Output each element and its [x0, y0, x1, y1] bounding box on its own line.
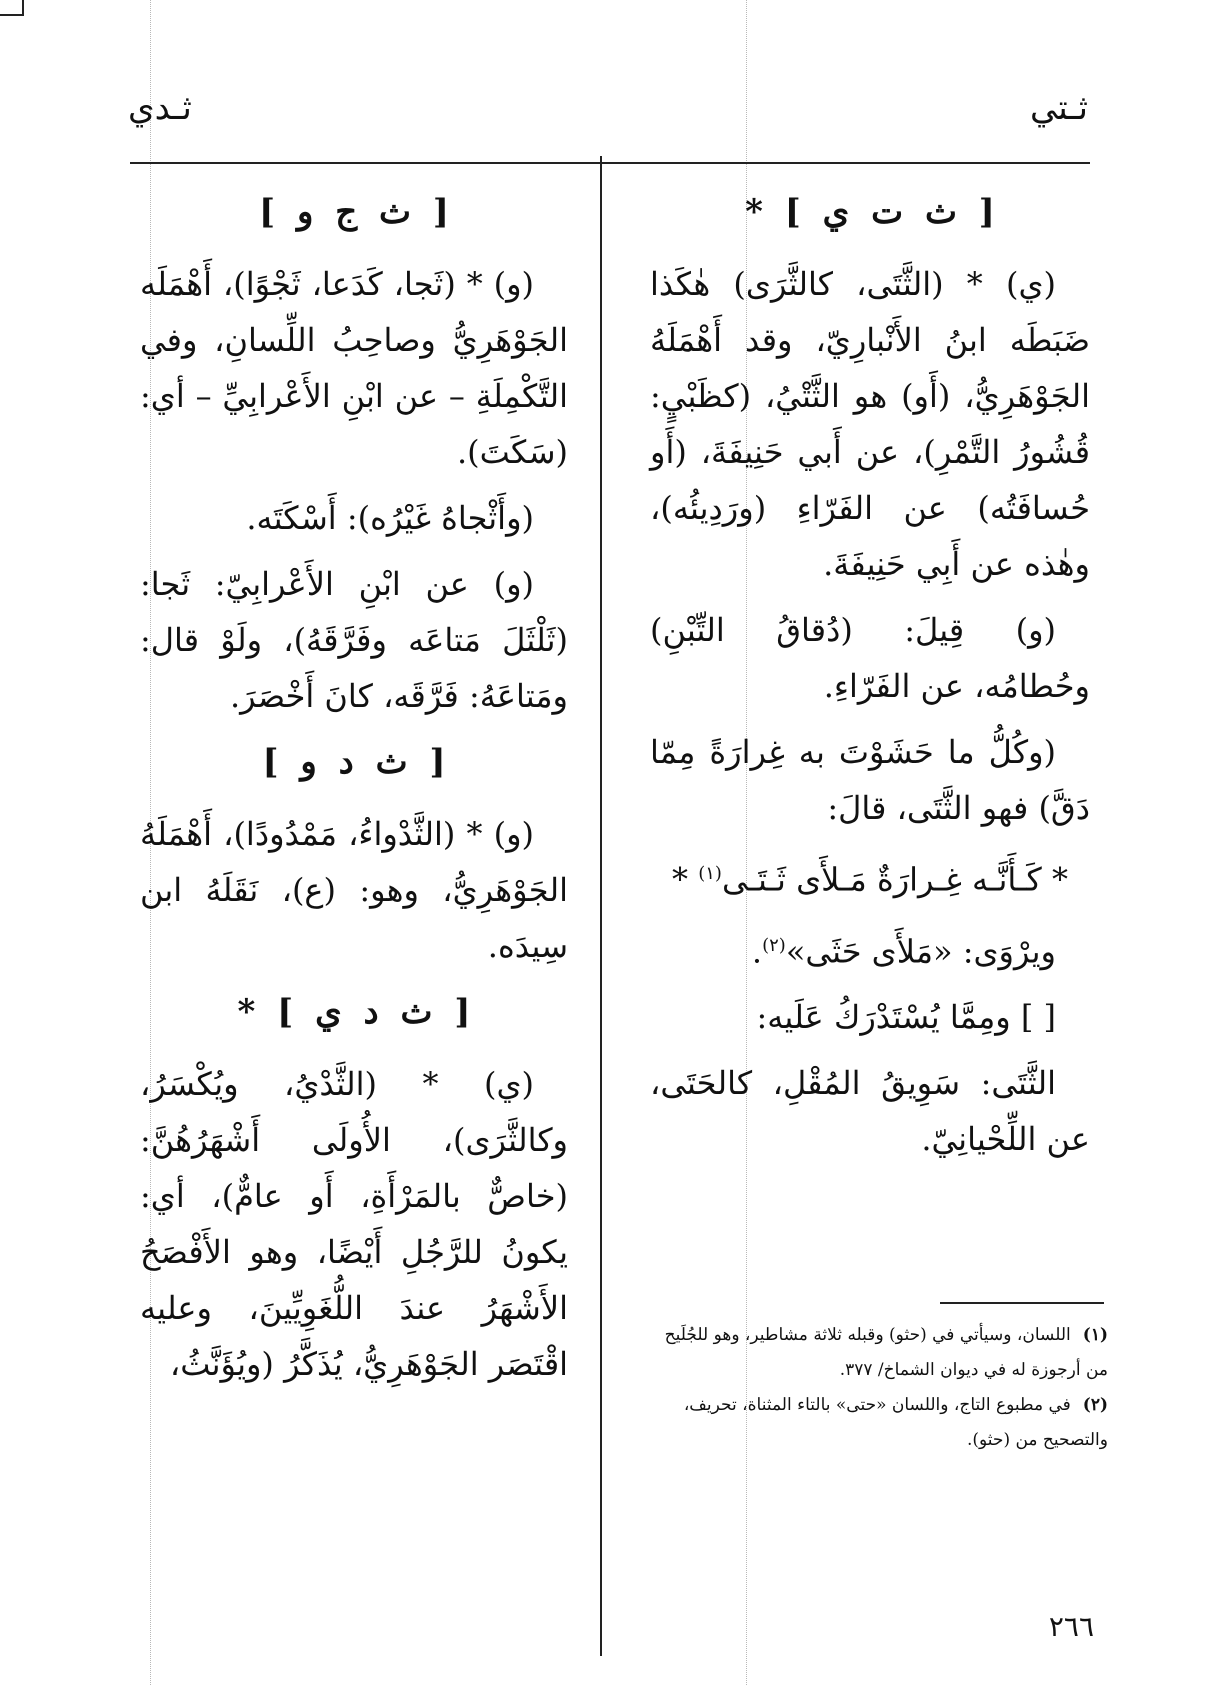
entry-paragraph: (وكُلُّ ما حَشَوْتَ به غِرارَةً مِمّا دَقَّ) فهو الثَّتَى، قالَ:	[650, 733, 1090, 827]
page-number: ٢٦٦	[1048, 1610, 1094, 1643]
verse-line	[650, 846, 1090, 908]
footnote-number: (١)	[1082, 1325, 1108, 1345]
entry-paragraph: (و) عن ابْنِ الأَعْرابِيّ: ثَجا: (ثَلْثَلَ مَتاعَه وفَرَّقَهُ)، ولَوْ قال: ومَتاعَهُ: فَرَّقَه، كانَ أَخْصَرَ.	[140, 565, 568, 715]
entry-paragraph: (و) * (ثَجا، كَدَعا، ثَجْوًا)، أَهْمَلَه الجَوْهَرِيُّ وصاحِبُ اللِّسانِ، وفي التَّكْمِلَةِ – عن ابْنِ الأَعْرابِيِّ – أي: (سَكَتَ).	[140, 265, 568, 471]
entry-paragraph: (وأَثْجاهُ غَيْرُه): أَسْكَتَه.	[246, 499, 534, 537]
header-rule	[130, 162, 1090, 164]
right-column	[650, 180, 1090, 1177]
footnote-marker: (١)	[698, 863, 722, 884]
entry-paragraph: (و) * (الثَّدْواءُ، مَمْدُودًا)، أَهْمَلَهُ الجَوْهَرِيُّ، وهو: (ع)، نَقَلَهُ ابن سِيدَه.	[140, 815, 568, 965]
footnote-rule	[940, 1302, 1104, 1304]
entry-paragraph: ويرْوَى: «مَلأَى حَثَى»$^{(٢)}$.	[751, 932, 1056, 971]
entry-heading: [ ث د و ]	[262, 742, 446, 782]
footnote-marker: (٢)	[762, 934, 786, 956]
entry-heading: [ ث د ي ] *	[237, 992, 471, 1032]
entry-paragraph: (و) قِيلَ: (دُقاقُ التِّبْنِ) وحُطامُه، عن الفَرّاءِ.	[650, 611, 1090, 705]
footnote-text: في مطبوع التاج، واللسان «حتى» بالتاء المثناة، تحريف، والتصحيح من (حثو).	[683, 1395, 1108, 1450]
footnotes	[650, 1318, 1108, 1458]
left-column	[140, 180, 568, 1402]
column-divider	[600, 156, 602, 1656]
footnote-text: اللسان، وسيأتي في (حثو) وقبله ثلاثة مشاطير، وهو للجُلَيح من أرجوزة له في ديوان الشماخ/ ٣٧٧.	[664, 1325, 1108, 1380]
footnote-item	[650, 1388, 1108, 1458]
supplement-heading: [ ] ومِمَّا يُسْتَدْرَكُ عَلَيه:	[756, 998, 1056, 1037]
entry-paragraph: الثَّتَى: سَوِيقُ المُقْلِ، كالحَتَى، عن اللِّحْيانِيّ.	[650, 1064, 1090, 1159]
verse-star: *	[672, 860, 689, 899]
running-head-right: ثـتي	[1029, 88, 1088, 128]
entry-paragraph: (ي) * (الثَّتَى، كالثَّرَى) هٰكَذا ضَبَطَه ابنُ الأَنْبارِيّ، وقد أَهْمَلَهُ الجَوْهَرِيُّ، (أَو) هو الثَّتْيُ، (كظَبْيٍ: قُشُورُ التَّمْرِ)، عن أَبي حَنِيفَةَ، (أَو حُسافَتُه) عن الفَرّاءِ (ورَدِيئُه)، وهٰذه عن أَبِي حَنِيفَةَ.	[650, 265, 1090, 583]
verse-text: * كَـأَنَّـه غِـرارَةٌ مَـلأَى ثَـتَـى	[721, 860, 1068, 899]
footnote-item	[650, 1318, 1108, 1388]
running-head-left: ثـدي	[128, 88, 192, 128]
variant-text: ويرْوَى: «مَلأَى حَثَى»	[785, 932, 1056, 971]
footnote-number: (٢)	[1082, 1395, 1108, 1415]
entry-heading: [ ث ت ي ] *	[745, 192, 995, 232]
page-corner-mark	[0, 0, 24, 16]
entry-heading: [ ث ج و ]	[259, 192, 449, 232]
entry-paragraph: (ي) * (الثَّدْيُ، ويُكْسَرُ، وكالثَّرَى)، الأُولَى أَشْهَرُهُنَّ: (خاصٌّ بالمَرْأَةِ، أَو عامٌّ)، أي: يكونُ للرَّجُلِ أَيْضًا، وهو الأَفْصَحُ الأَشْهَرُ عندَ اللُّغَوِيِّينَ، وعليه اقْتَصَر الجَوْهَرِيُّ، يُذَكَّرُ (ويُؤَنَّثُ،	[140, 1065, 568, 1383]
